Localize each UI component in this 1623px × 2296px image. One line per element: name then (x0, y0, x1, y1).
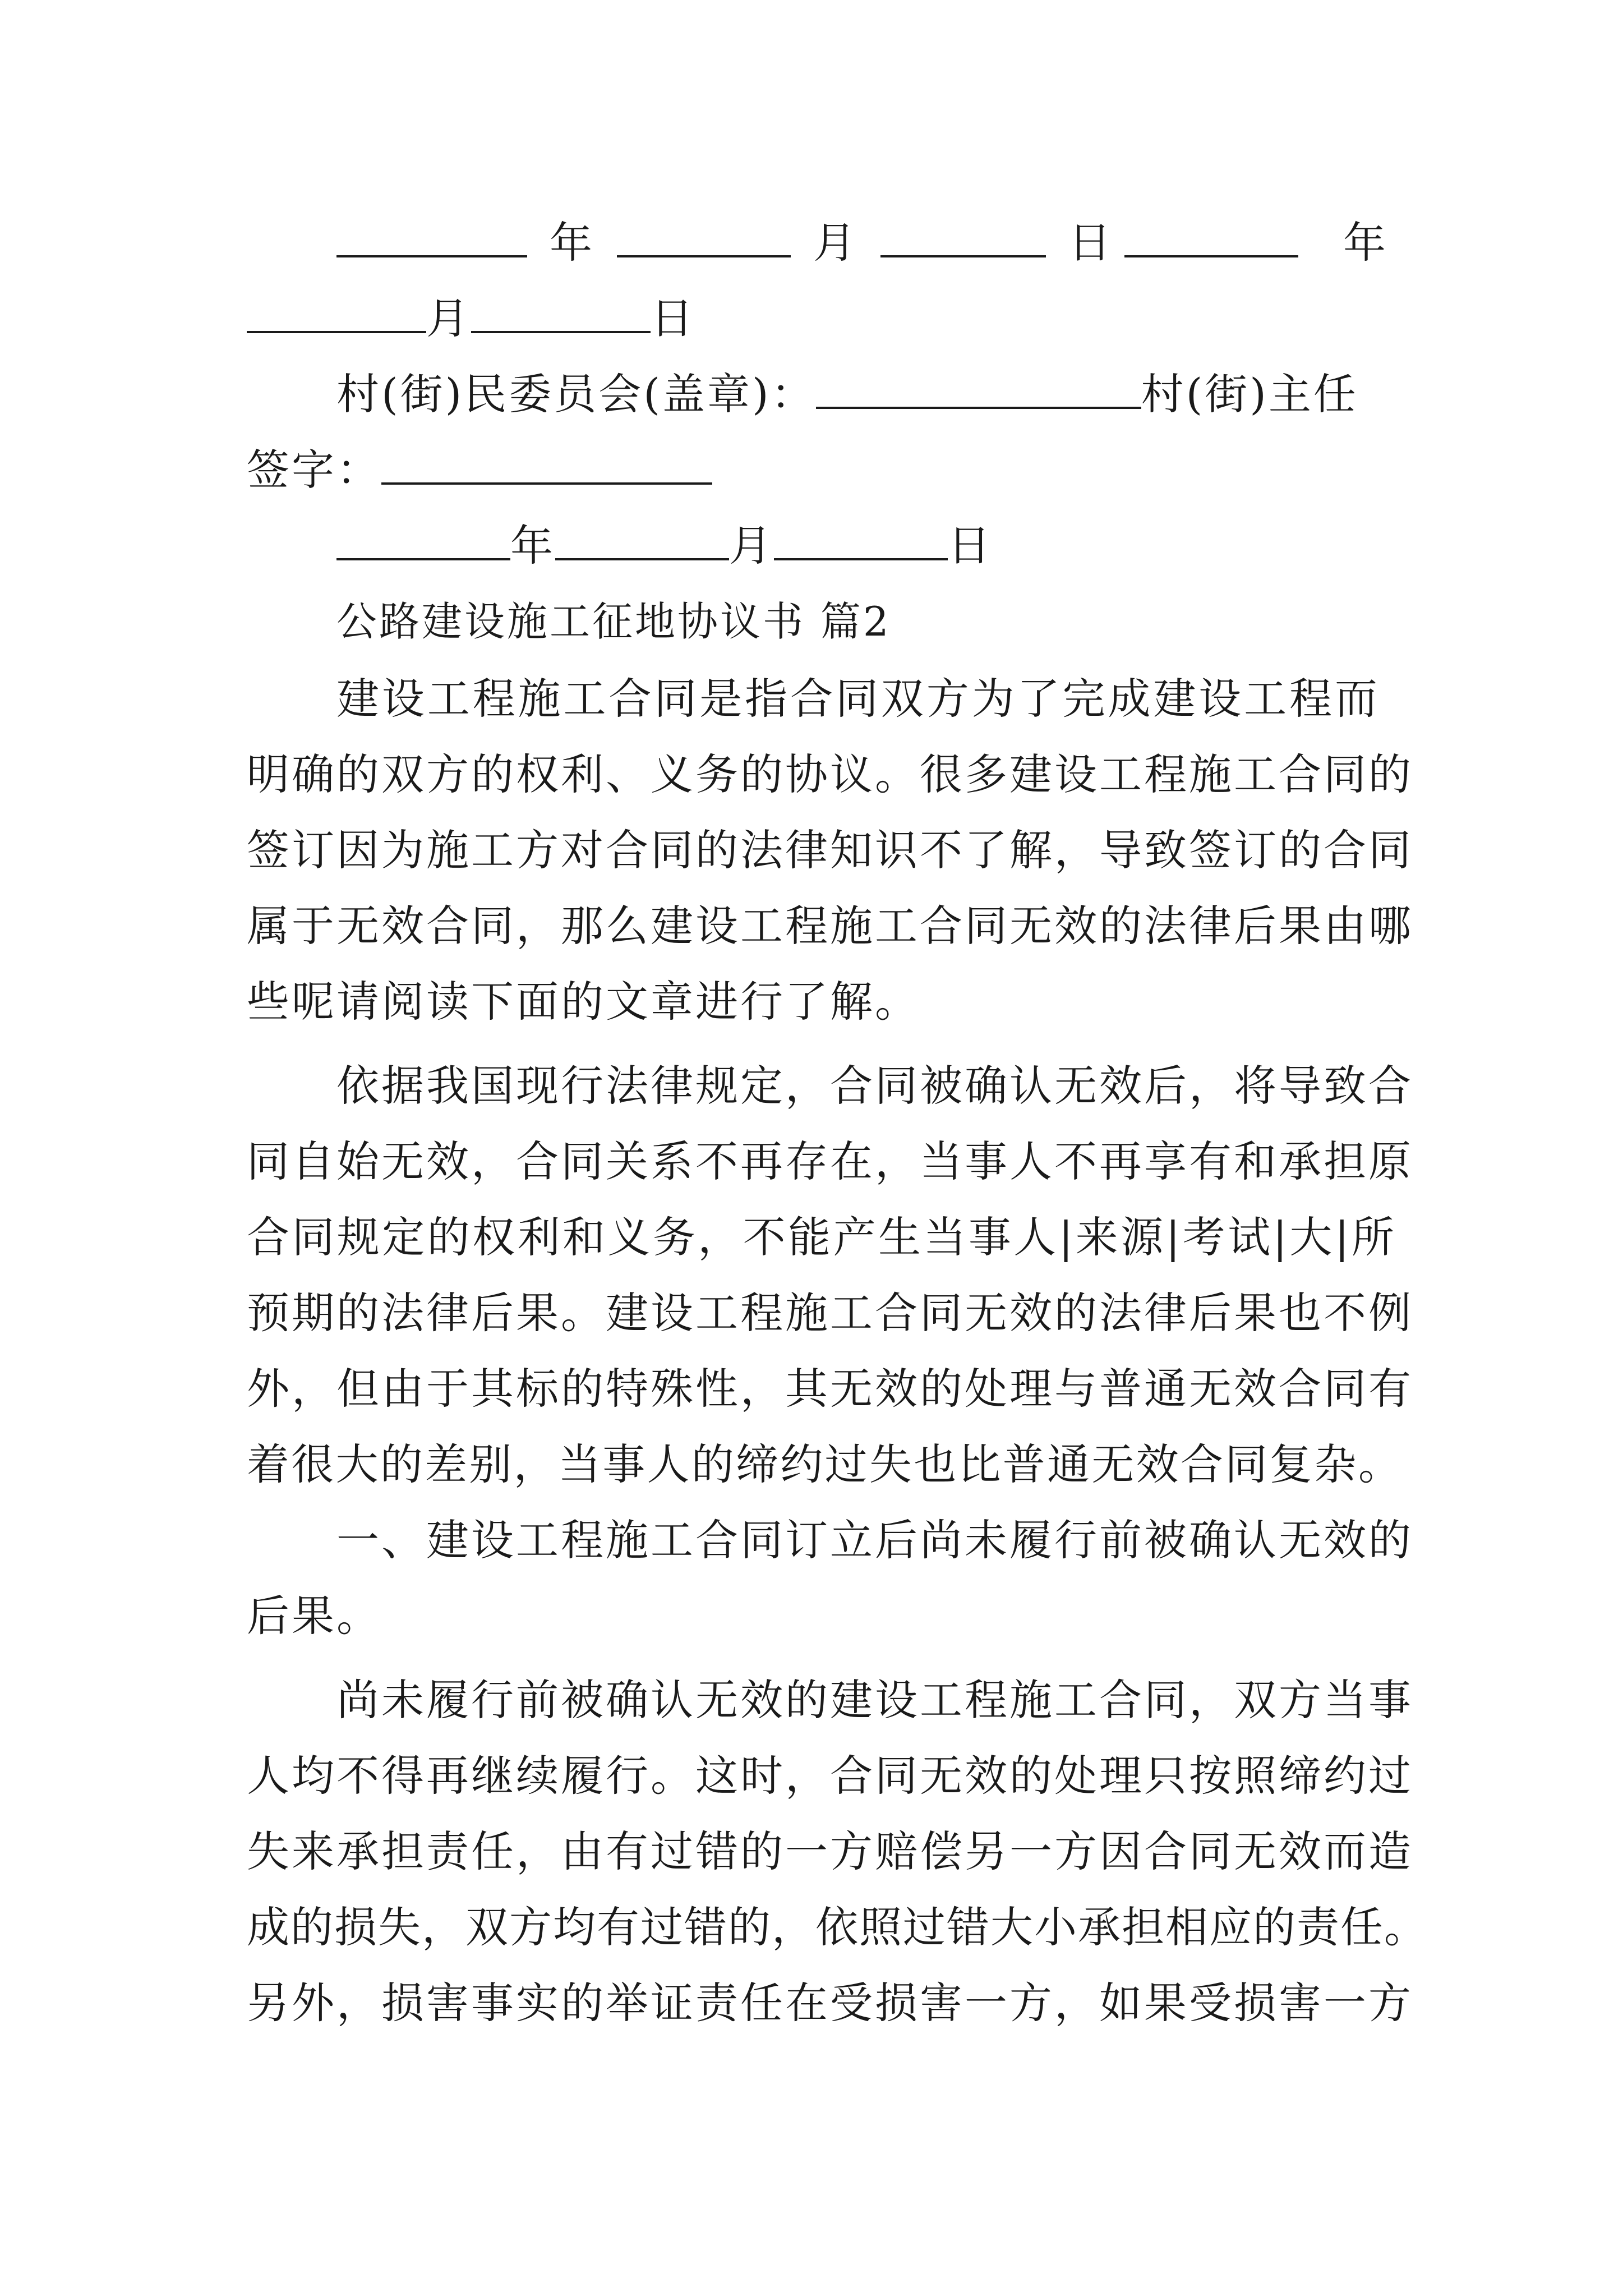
month-blank[interactable] (617, 216, 791, 257)
director-label: 村(街)主任 (1141, 369, 1358, 419)
committee-seal-blank[interactable] (816, 367, 1141, 409)
month-label: 月 (813, 218, 858, 268)
month-label-2: 月 (426, 293, 471, 343)
year-label: 年 (550, 218, 594, 268)
month-blank-3[interactable] (555, 519, 729, 560)
year-blank-3[interactable] (336, 519, 510, 560)
paragraph-2-line-1: 依据我国现行法律规定，合同被确认无效后，将导致合 (336, 1061, 1413, 1111)
paragraph-2-line-6: 着很大的差别，当事人的缔约过失也比普通无效合同复杂。 (247, 1439, 1402, 1489)
paragraph-2-line-5: 外，但由于其标的特殊性，其无效的处理与普通无效合同有 (247, 1364, 1413, 1414)
date-line-1 (336, 216, 1486, 278)
section-title: 公路建设施工征地协议书 篇2 (336, 598, 891, 645)
day-label-3: 日 (948, 521, 993, 570)
day-label-2: 日 (651, 293, 695, 343)
sign-blank[interactable] (381, 443, 712, 485)
year-label-3: 年 (510, 521, 555, 570)
date-line-3 (336, 519, 1486, 581)
paragraph-4-line-5: 另外，损害事实的举证责任在受损害一方，如果受损害一方 (247, 1978, 1413, 2028)
paragraph-4-line-4: 成的损失，双方均有过错的，依照过错大小承担相应的责任。 (247, 1902, 1428, 1952)
paragraph-1-line-4: 属于无效合同，那么建设工程施工合同无效的法律后果由哪 (247, 901, 1413, 951)
paragraph-2-line-3: 合同规定的权利和义务，不能产生当事人|来源|考试|大|所 (247, 1212, 1396, 1262)
month-blank-2[interactable] (247, 292, 426, 333)
date-line-2 (247, 292, 1396, 353)
paragraph-2-line-2: 同自始无效，合同关系不再存在，当事人不再享有和承担原 (247, 1137, 1413, 1186)
year-blank-2[interactable] (1124, 216, 1298, 257)
paragraph-1-line-5: 些呢请阅读下面的文章进行了解。 (247, 977, 920, 1027)
paragraph-4-line-1: 尚未履行前被确认无效的建设工程施工合同，双方当事 (336, 1675, 1413, 1725)
day-blank-2[interactable] (471, 292, 651, 333)
sign-line (247, 443, 1396, 505)
month-label-3: 月 (729, 521, 774, 570)
paragraph-1-line-1: 建设工程施工合同是指合同双方为了完成建设工程而 (336, 674, 1380, 724)
committee-seal-line (336, 367, 1486, 429)
paragraph-3-line-2: 后果。 (247, 1591, 381, 1641)
paragraph-3-line-1: 一、建设工程施工合同订立后尚未履行前被确认无效的 (336, 1515, 1413, 1565)
paragraph-1-line-2: 明确的双方的权利、义务的协议。很多建设工程施工合同的 (247, 749, 1413, 799)
day-blank[interactable] (880, 216, 1046, 257)
committee-seal-label: 村(街)民委员会(盖章)： (336, 369, 816, 419)
day-blank-3[interactable] (774, 519, 948, 560)
paragraph-1-line-3: 签订因为施工方对合同的法律知识不了解，导致签订的合同 (247, 825, 1413, 875)
paragraph-2-line-4: 预期的法律后果。建设工程施工合同无效的法律后果也不例 (247, 1288, 1413, 1338)
sign-label: 签字： (247, 445, 381, 495)
year-blank[interactable] (336, 216, 527, 257)
day-label: 日 (1068, 218, 1113, 268)
paragraph-4-line-3: 失来承担责任，由有过错的一方赔偿另一方因合同无效而造 (247, 1826, 1413, 1876)
paragraph-4-line-2: 人均不得再继续履行。这时，合同无效的处理只按照缔约过 (247, 1751, 1413, 1801)
year-label-2: 年 (1343, 218, 1388, 268)
